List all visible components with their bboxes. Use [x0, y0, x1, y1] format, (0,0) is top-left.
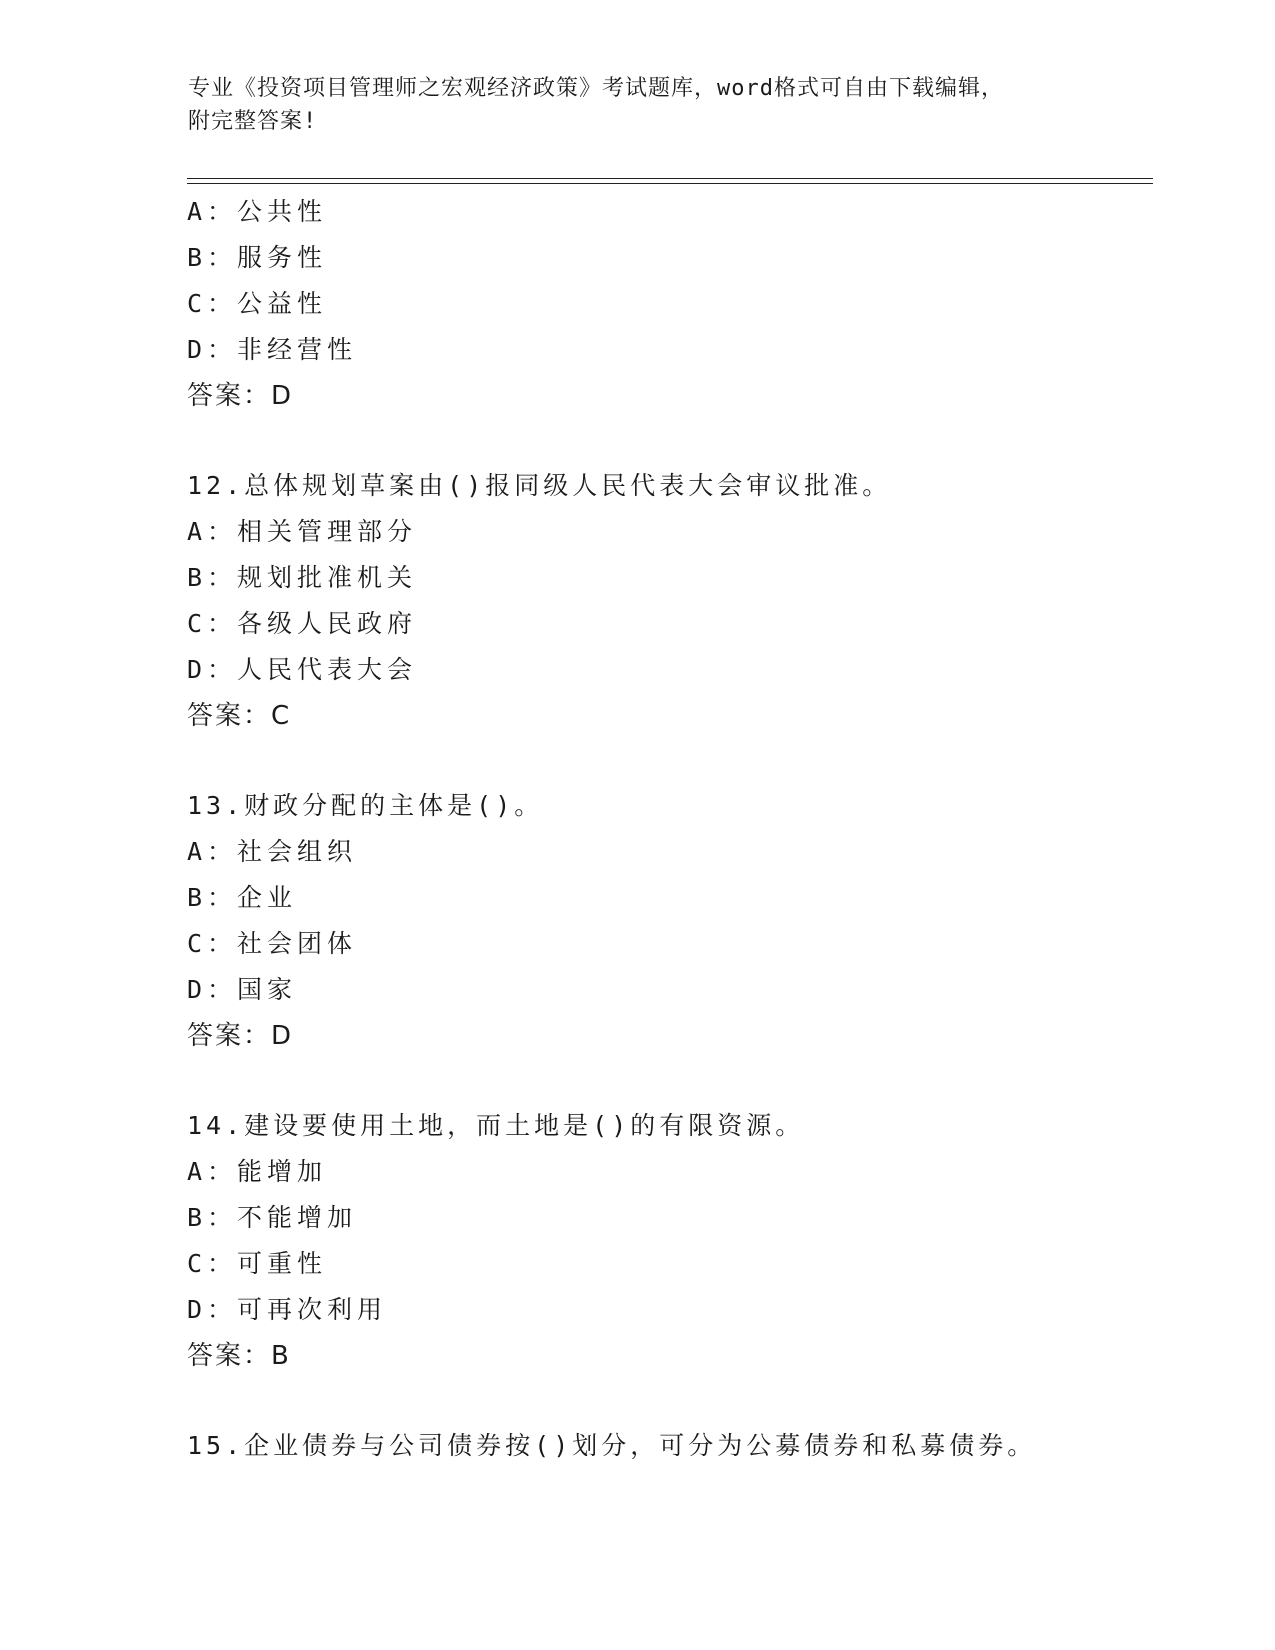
question-block-12 [187, 463, 1167, 739]
option-b: B：不能增加 [187, 1203, 358, 1232]
option-d: D：国家 [187, 975, 298, 1004]
spacer [187, 419, 1167, 463]
question-block-13 [187, 783, 1167, 1059]
question-text: 13.财政分配的主体是()。 [187, 791, 544, 820]
header-divider-top [187, 178, 1153, 179]
option-b: B：企业 [187, 883, 298, 912]
header-line-1: 专业《投资项目管理师之宏观经济政策》考试题库，word格式可自由下载编辑， [188, 76, 1004, 101]
spacer [187, 1059, 1167, 1103]
document-header [188, 72, 1088, 138]
question-list [187, 189, 1167, 1469]
option-c: C：可重性 [187, 1249, 328, 1278]
option-a: A：社会组织 [187, 837, 358, 866]
question-text: 14.建设要使用土地，而土地是()的有限资源。 [187, 1111, 805, 1140]
option-a: A：能增加 [187, 1157, 328, 1186]
spacer [187, 1379, 1167, 1423]
question-text: 12.总体规划草案由()报同级人民代表大会审议批准。 [187, 471, 892, 500]
option-c: C：各级人民政府 [187, 609, 418, 638]
answer-line: 答案：D [187, 381, 294, 411]
option-a: A：公共性 [187, 197, 328, 226]
option-d: D：非经营性 [187, 335, 358, 364]
header-divider-bottom [187, 183, 1153, 184]
question-block-14 [187, 1103, 1167, 1379]
option-d: D：人民代表大会 [187, 655, 418, 684]
answer-line: 答案：D [187, 1021, 294, 1051]
question-block-11 [187, 189, 1167, 419]
option-d: D：可再次利用 [187, 1295, 388, 1324]
option-c: C：公益性 [187, 289, 328, 318]
option-b: B：规划批准机关 [187, 563, 418, 592]
question-text: 15.企业债券与公司债券按()划分，可分为公募债券和私募债券。 [187, 1431, 1037, 1460]
option-c: C：社会团体 [187, 929, 358, 958]
question-block-15 [187, 1423, 1167, 1469]
answer-line: 答案：B [187, 1341, 291, 1371]
header-line-2: 附完整答案! [188, 109, 318, 134]
answer-line: 答案：C [187, 701, 292, 731]
spacer [187, 739, 1167, 783]
option-b: B：服务性 [187, 243, 328, 272]
option-a: A：相关管理部分 [187, 517, 418, 546]
